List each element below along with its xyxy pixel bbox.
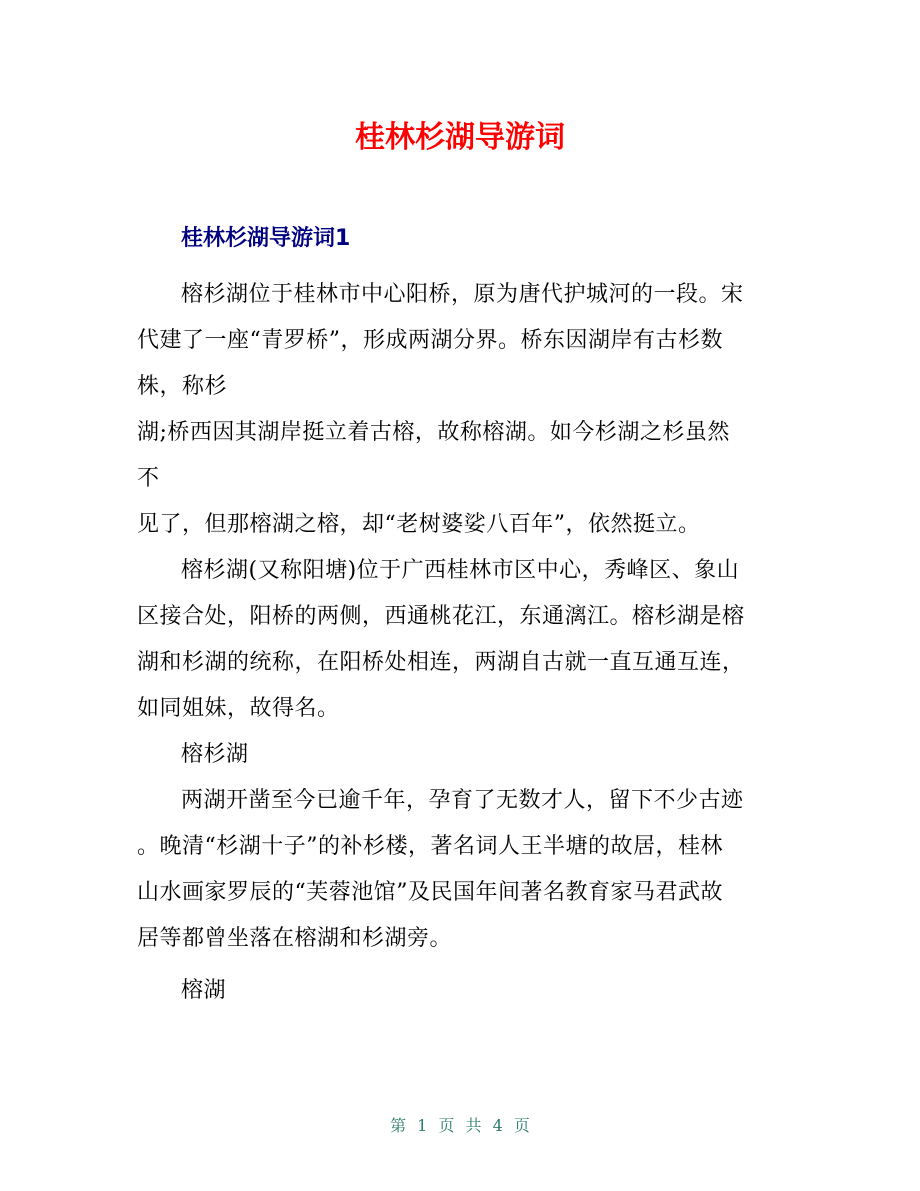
text-line: 。晚清“杉湖十子”的补杉楼，著名词人王半塘的故居，桂林 (137, 834, 723, 859)
text-line: 不 (137, 466, 160, 491)
text-line: 榕杉湖(又称阳塘)位于广西桂林市区中心，秀峰区、象山 (181, 558, 740, 583)
text-line: 见了，但那榕湖之榕，却“老树婆娑八百年”，依然挺立。 (137, 512, 701, 537)
text-line: 株，称杉 (137, 374, 228, 399)
paragraph (137, 778, 787, 962)
section-heading: 桂林杉湖导游词1 (181, 226, 351, 251)
text-line: 如同姐妹，故得名。 (137, 696, 340, 721)
paragraph (137, 732, 787, 778)
page-number-footer: 第 1 页 共 4 页 (390, 1116, 530, 1135)
text-line: 代建了一座“青罗桥”，形成两湖分界。桥东因湖岸有古杉数 (137, 328, 723, 353)
text-line: 居等都曾坐落在榕湖和杉湖旁。 (137, 926, 453, 951)
text-line: 区接合处，阳桥的两侧，西通桃花江，东通漓江。榕杉湖是榕 (137, 604, 745, 629)
text-line: 榕湖 (181, 978, 227, 1003)
paragraph (137, 548, 787, 732)
text-line: 两湖开凿至今已逾千年，孕育了无数才人，留下不少古迹 (181, 788, 744, 813)
text-line: 湖;桥西因其湖岸挺立着古榕，故称榕湖。如今杉湖之杉虽然 (137, 420, 730, 445)
paragraph (137, 502, 787, 548)
paragraph (137, 968, 787, 1014)
paragraph (137, 410, 787, 502)
text-line: 湖和杉湖的统称，在阳桥处相连，两湖自古就一直互通互连， (137, 650, 745, 675)
document-body (137, 272, 787, 1014)
text-line: 山水画家罗辰的“芙蓉池馆”及民国年间著名教育家马君武故 (137, 880, 723, 905)
text-line: 榕杉湖 (181, 742, 249, 767)
paragraph (137, 272, 787, 410)
text-line: 榕杉湖位于桂林市中心阳桥，原为唐代护城河的一段。宋 (181, 282, 744, 307)
document-title: 桂林杉湖导游词 (355, 120, 565, 155)
